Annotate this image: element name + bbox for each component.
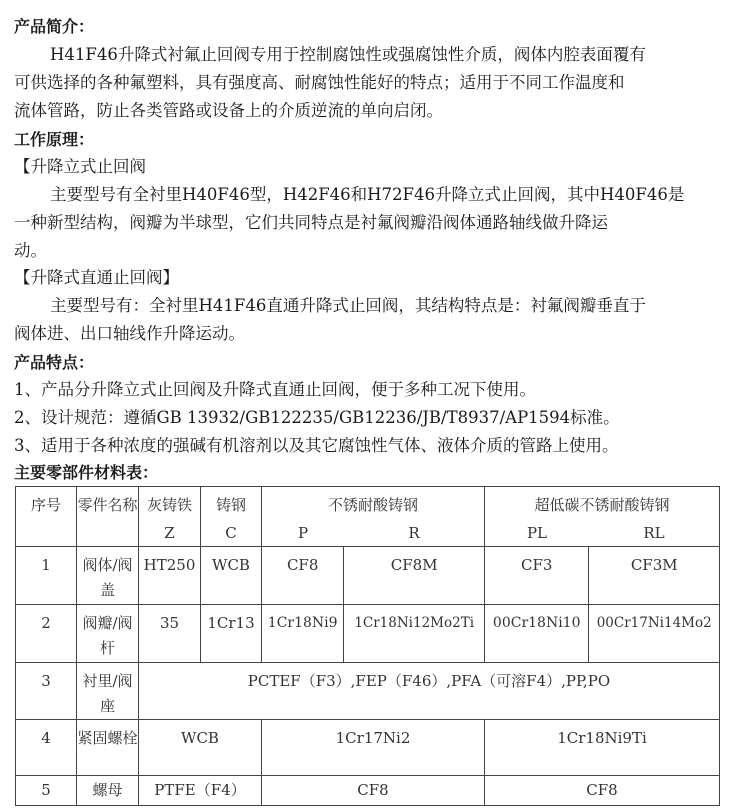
row5-pr: CF8 (262, 776, 485, 806)
header-stainless (262, 487, 485, 547)
header-ultra-low-codes (485, 521, 719, 546)
feature-item-3: 3、适用于各种浓度的强碱有机溶剂以及其它腐蚀性气体、液体介质的管路上使用。 (14, 436, 619, 455)
principle-section1-line-1: 主要型号有全衬里H40F46型，H42F46和H72F46升降立式止回阀，其中H40F46是 (50, 185, 685, 204)
row1-z: HT250 (139, 547, 201, 605)
row2-c: 1Cr13 (201, 605, 262, 663)
intro-heading: 产品简介： (14, 17, 95, 36)
row1-r: CF8M (344, 547, 485, 605)
principle-section1-line-2: 一种新型结构，阀瓣为半球型，它们共同特点是衬氟阀瓣沿阀体通路轴线做升降运 (14, 213, 608, 232)
row3-lining-materials: PCTEF（F3）,FEP（F46）,PFA（可溶F4）,PP,PO (139, 663, 720, 720)
row2-p: 1Cr18Ni9 (262, 605, 344, 663)
row5-zc: PTFE（F4） (139, 776, 262, 806)
principle-section2-line-2: 阀体进、出口轴线作升降运动。 (14, 324, 245, 343)
header-code-r: R (408, 524, 420, 542)
header-code-p: P (297, 524, 309, 542)
header-cast-steel (201, 487, 262, 547)
header-ultra-low (485, 487, 720, 547)
row1-no: 1 (16, 547, 77, 605)
row2-rl: 00Cr17Ni14Mo2 (589, 605, 720, 663)
row5-part: 螺母 (77, 776, 139, 806)
principle-section2-line-1: 主要型号有：全衬里H41F46直通升降式止回阀，其结构特点是：衬氟阀瓣垂直于 (50, 296, 646, 315)
header-gray-iron-label: 灰铸铁 (146, 496, 192, 514)
header-ultra-low-label: 超低碳不锈耐酸铸钢 (534, 496, 670, 514)
header-cast-steel-label: 铸钢 (215, 496, 246, 514)
table-header-row (16, 487, 720, 547)
intro-line-2: 可供选择的各种氟塑料，具有强度高、耐腐蚀性能好的特点；适用于不同工作温度和 (14, 73, 625, 92)
principle-section1-line-3: 动。 (14, 241, 47, 260)
materials-table (15, 486, 720, 806)
row1-pl: CF3 (485, 547, 589, 605)
principle-section2-title: 【升降式直通止回阀】 (14, 268, 179, 287)
row1-c: WCB (201, 547, 262, 605)
header-code-rl: RL (643, 524, 665, 542)
row1-part: 阀体/阀盖 (77, 547, 139, 605)
header-code-z: Z (164, 524, 175, 542)
row2-pl: 00Cr18Ni10 (485, 605, 589, 663)
row4-plrl: 1Cr18Ni9Ti (485, 720, 720, 776)
row2-z: 35 (139, 605, 201, 663)
principle-heading: 工作原理： (14, 130, 95, 149)
feature-item-1: 1、产品分升降立式止回阀及升降式直通止回阀，便于多种工况下使用。 (14, 380, 536, 399)
header-code-pl: PL (526, 524, 548, 542)
principle-section1-title: 【升降立式止回阀 (14, 157, 146, 176)
materials-heading: 主要零部件材料表： (14, 463, 159, 482)
header-no: 序号 (16, 487, 77, 547)
header-part-name: 零件名称 (77, 487, 139, 547)
table-row (16, 663, 720, 720)
row4-part: 紧固螺栓 (77, 720, 139, 776)
row4-pr: 1Cr17Ni2 (262, 720, 485, 776)
table-row (16, 720, 720, 776)
header-stainless-codes (262, 521, 484, 546)
header-code-c: C (225, 524, 237, 542)
row1-rl: CF3M (589, 547, 720, 605)
feature-item-2: 2、设计规范：遵循GB 13932/GB122235/GB12236/JB/T8937/AP1594标准。 (14, 408, 620, 427)
row5-no: 5 (16, 776, 77, 806)
header-stainless-label: 不锈耐酸铸钢 (327, 496, 418, 514)
table-row (16, 776, 720, 806)
row5-plrl: CF8 (485, 776, 720, 806)
row2-part: 阀瓣/阀杆 (77, 605, 139, 663)
row2-r: 1Cr18Ni12Mo2Ti (344, 605, 485, 663)
header-gray-iron (139, 487, 201, 547)
row3-part: 衬里/阀座 (77, 663, 139, 720)
row3-no: 3 (16, 663, 77, 720)
row1-p: CF8 (262, 547, 344, 605)
features-heading: 产品特点： (14, 353, 95, 372)
row4-no: 4 (16, 720, 77, 776)
table-row (16, 605, 720, 663)
row4-zc: WCB (139, 720, 262, 776)
intro-line-1: H41F46升降式衬氟止回阀专用于控制腐蚀性或强腐蚀性介质，阀体内腔表面覆有 (50, 45, 646, 64)
intro-line-3: 流体管路，防止各类管路或设备上的介质逆流的单向启闭。 (14, 101, 443, 120)
table-row (16, 547, 720, 605)
row2-no: 2 (16, 605, 77, 663)
